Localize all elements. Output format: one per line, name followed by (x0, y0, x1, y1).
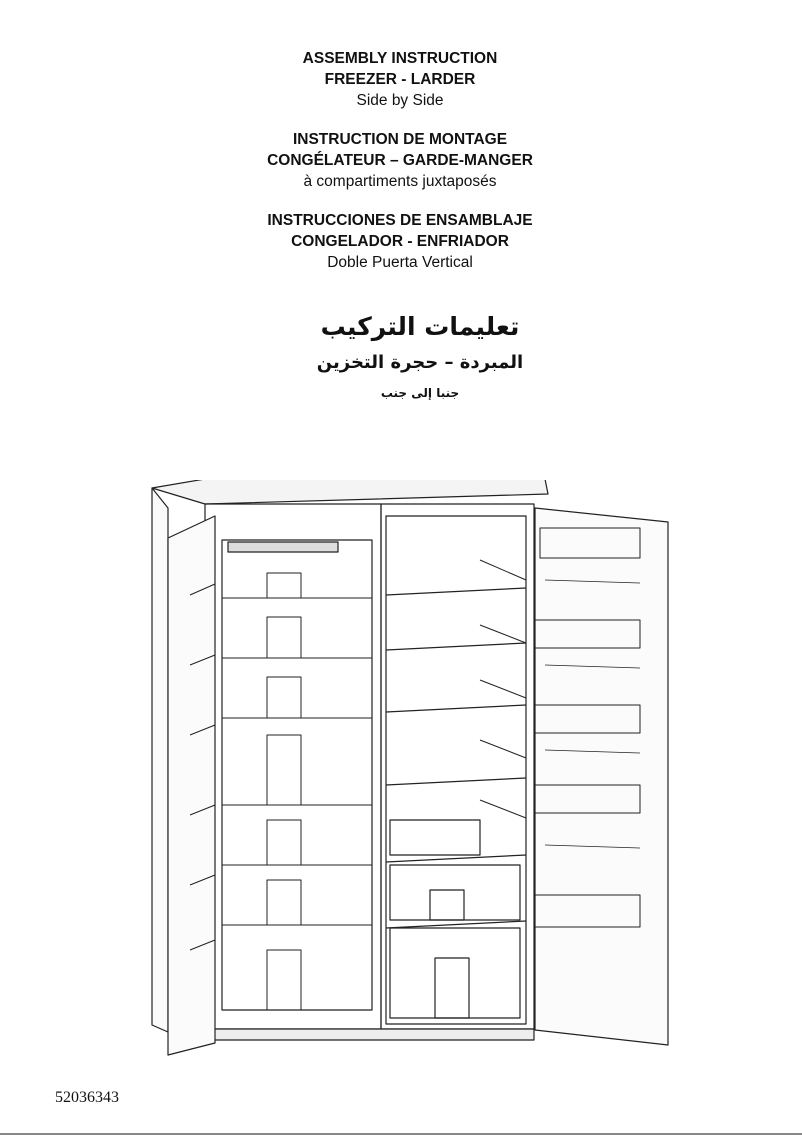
arabic-title: تعليمات التركيب (320, 312, 520, 341)
spanish-subtitle: CONGELADOR - ENFRIADOR (291, 233, 509, 250)
french-title: INSTRUCTION DE MONTAGE (292, 131, 508, 148)
english-description: Side by Side (356, 92, 444, 109)
english-subtitle: FREEZER - LARDER (324, 71, 476, 88)
spanish-title-group (0, 210, 800, 273)
french-subtitle: CONGÉLATEUR – GARDE-MANGER (267, 152, 533, 169)
spanish-description: Doble Puerta Vertical (327, 254, 473, 271)
arabic-subtitle: المبردة – حجرة التخزين (316, 352, 524, 373)
document-number: 52036343 (55, 1089, 119, 1106)
french-title-group (0, 129, 800, 192)
english-title: ASSEMBLY INSTRUCTION (302, 50, 498, 67)
english-title-group (0, 48, 800, 111)
spanish-title: INSTRUCCIONES DE ENSAMBLAJE (267, 212, 533, 229)
bottom-divider (0, 1133, 802, 1135)
french-description: à compartiments juxtaposés (303, 173, 497, 190)
side-by-side-fridge-freezer-icon (150, 480, 675, 1065)
title-block (0, 48, 800, 291)
arabic-description: جنبا إلى جنب (380, 386, 460, 400)
